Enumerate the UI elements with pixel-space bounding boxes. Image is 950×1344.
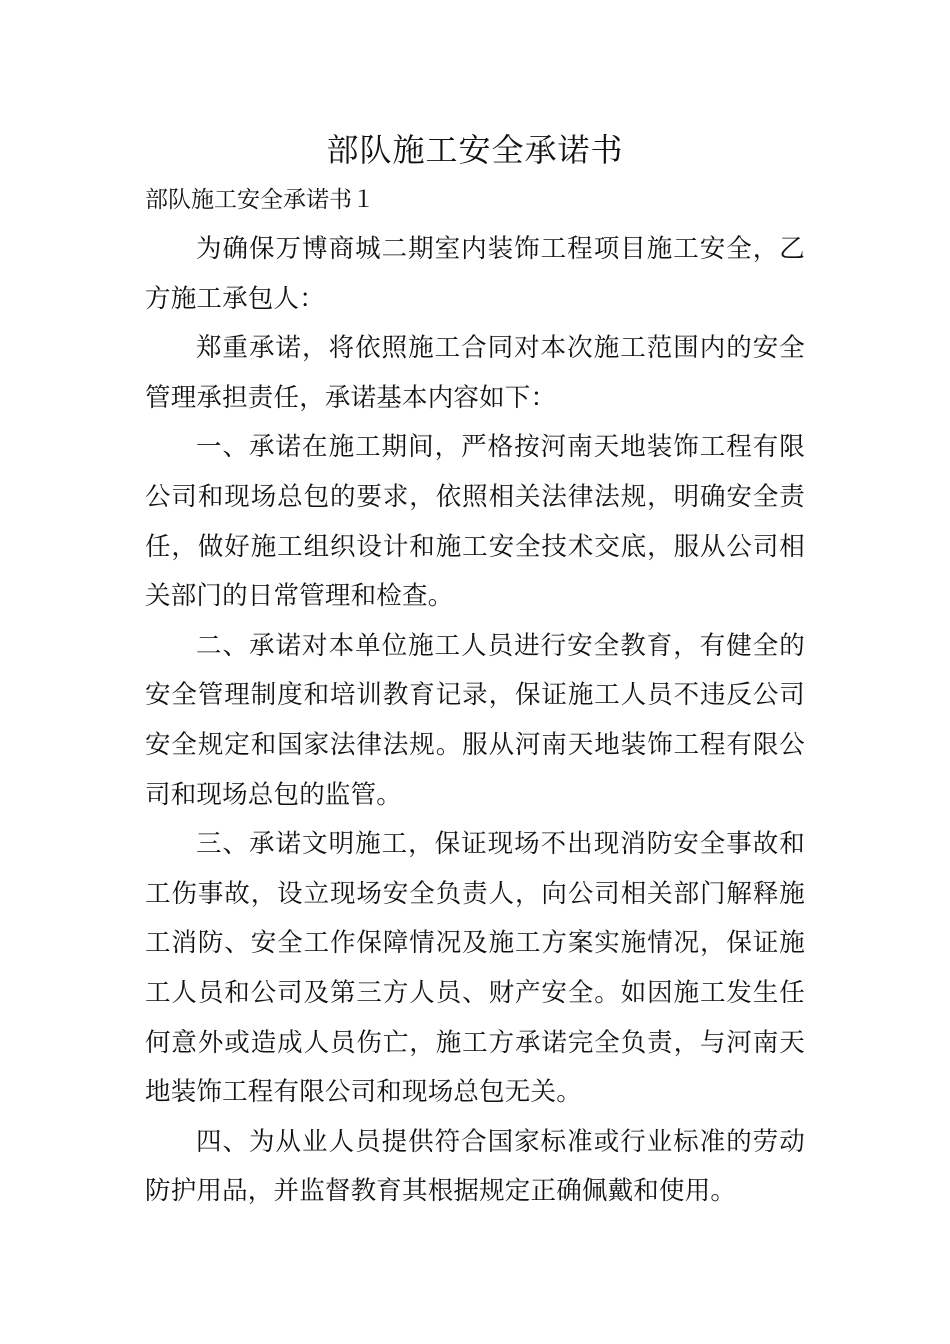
document-body <box>145 225 805 1217</box>
document-title: 部队施工安全承诺书 <box>326 131 624 169</box>
paragraph-item-3: 三、承诺文明施工，保证现场不出现消防安全事故和工伤事故，设立现场安全负责人，向公司相关部门解释施工消防、安全工作保障情况及施工方案实施情况，保证施工人员和公司及第三方人员、财产安全。如因施工发生任何意外或造成人员伤亡，施工方承诺完全负责，与河南天地装饰工程有限公司和现场总包无关。 <box>145 829 805 1108</box>
paragraph-item-1: 一、承诺在施工期间，严格按河南天地装饰工程有限公司和现场总包的要求，依照相关法律法规，明确安全责任，做好施工组织设计和施工安全技术交底，服从公司相关部门的日常管理和检查。 <box>145 432 805 612</box>
paragraph-promise: 郑重承诺，将依照施工合同对本次施工范围内的安全管理承担责任，承诺基本内容如下： <box>145 333 805 413</box>
paragraph-intro: 为确保万博商城二期室内装饰工程项目施工安全，乙方施工承包人： <box>145 234 805 314</box>
paragraph-item-4: 四、为从业人员提供符合国家标准或行业标准的劳动防护用品，并监督教育其根据规定正确佩戴和使用。 <box>145 1126 805 1207</box>
document-subtitle: 部队施工安全承诺书１ <box>145 187 375 213</box>
paragraph-item-2: 二、承诺对本单位施工人员进行安全教育，有健全的安全管理制度和培训教育记录，保证施工人员不违反公司安全规定和国家法律法规。服从河南天地装饰工程有限公司和现场总包的监管。 <box>145 630 805 810</box>
